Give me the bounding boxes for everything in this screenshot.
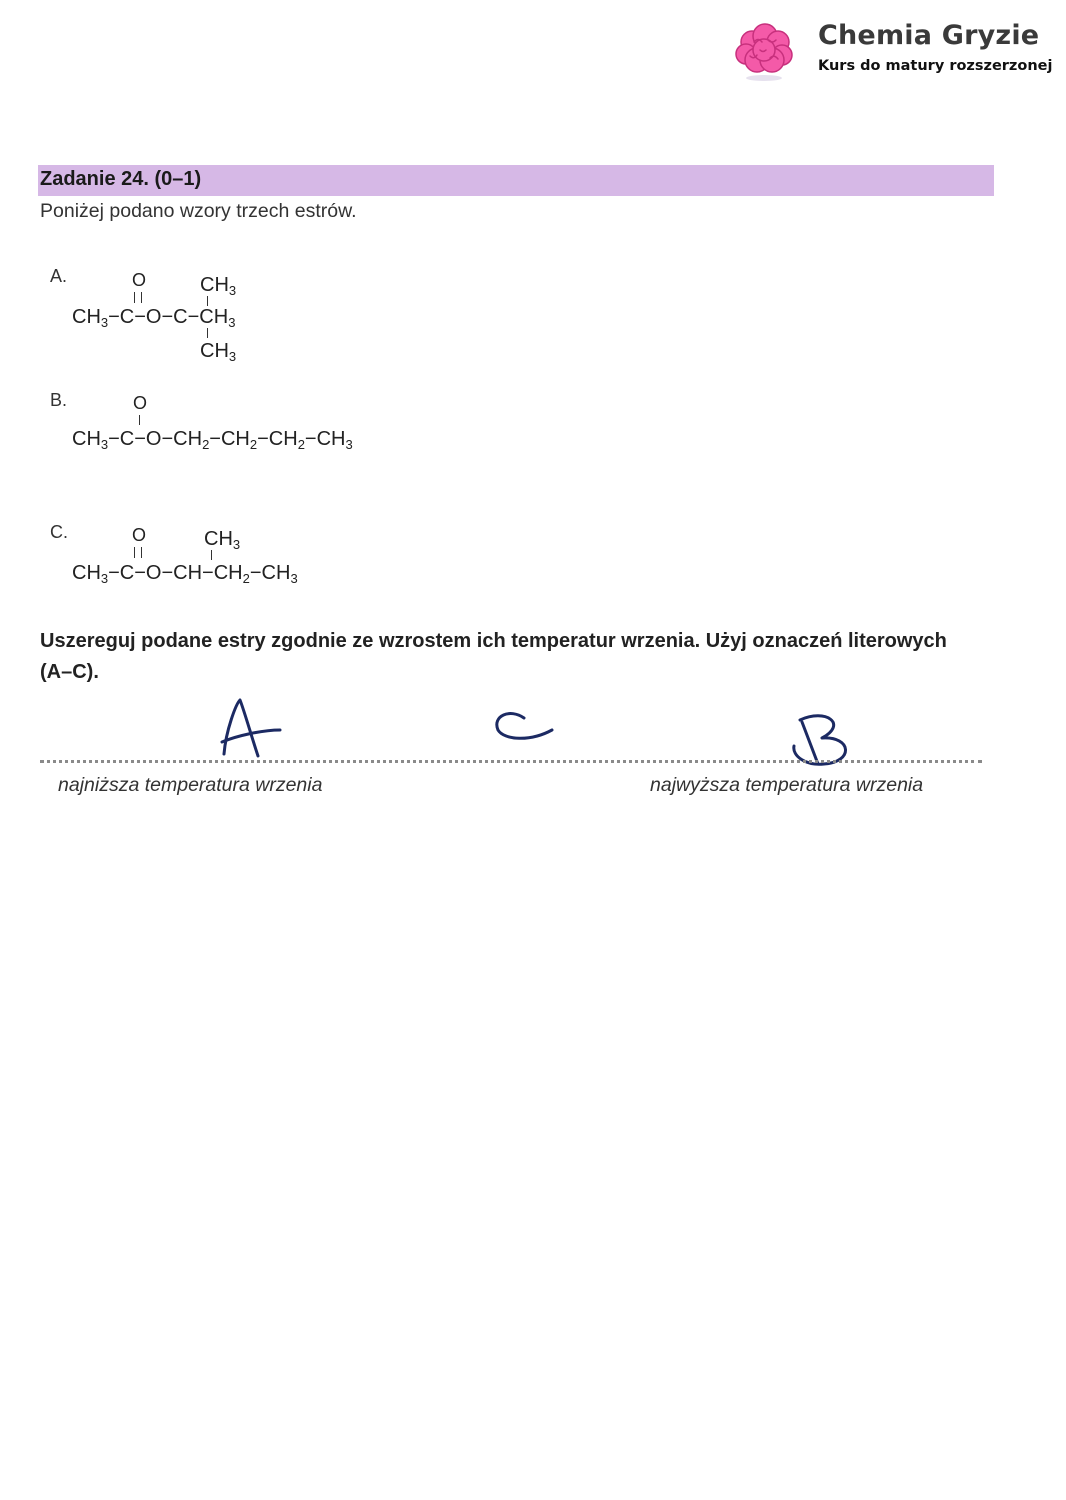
option-a-label: A. bbox=[50, 266, 68, 286]
brain-icon bbox=[732, 20, 796, 84]
handwritten-answer bbox=[0, 690, 1066, 780]
brand-tagline: Kurs do matury rozszerzonej bbox=[818, 58, 1053, 74]
handwritten-letter-b bbox=[802, 722, 818, 764]
answer-dotted-line bbox=[40, 760, 982, 763]
task-instruction: Uszereguj podane estry zgodnie ze wzrostem ich temperatur wrzenia. Użyj oznaczeń literowych (A–C). bbox=[40, 630, 947, 683]
task-title: Zadanie 24. (0–1) bbox=[40, 168, 202, 190]
highest-boiling-label: najwyższa temperatura wrzenia bbox=[650, 774, 924, 796]
task-intro: Poniżej podano wzory trzech estrów. bbox=[40, 200, 357, 222]
handwritten-letter-c bbox=[497, 714, 552, 739]
brand-name: Chemia Gryzie bbox=[818, 20, 1040, 51]
lowest-boiling-label: najniższa temperatura wrzenia bbox=[58, 774, 323, 796]
option-b-label: B. bbox=[50, 390, 68, 410]
option-c-label: C. bbox=[50, 522, 68, 542]
handwritten-letter-a bbox=[224, 700, 258, 756]
